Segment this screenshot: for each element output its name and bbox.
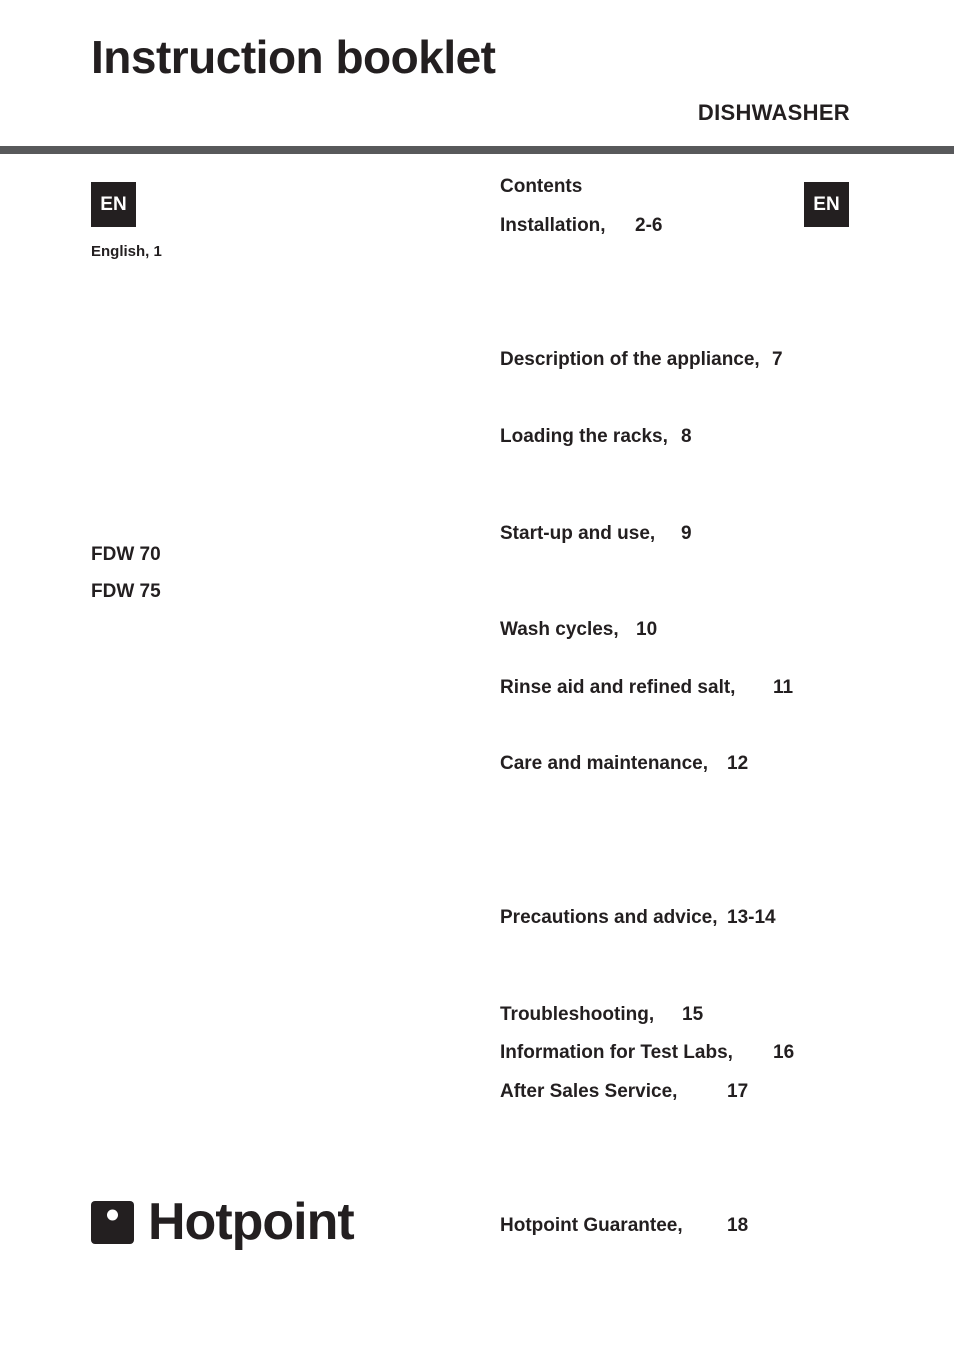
model-number: FDW 70 — [91, 544, 161, 565]
toc-entry — [500, 349, 783, 371]
toc-label: Wash cycles, — [500, 619, 619, 640]
page-title: Instruction booklet — [91, 31, 496, 83]
toc-label: After Sales Service, — [500, 1081, 678, 1102]
toc-label: Information for Test Labs, — [500, 1042, 733, 1063]
toc-page: 7 — [772, 349, 783, 370]
toc-page: 10 — [636, 619, 658, 640]
toc-page: 15 — [682, 1004, 704, 1025]
toc-label: Precautions and advice, — [500, 907, 718, 928]
toc-page: 8 — [681, 426, 692, 447]
toc-page: 17 — [727, 1081, 749, 1102]
toc-page: 2-6 — [635, 215, 663, 236]
model-number: FDW 75 — [91, 581, 161, 602]
toc-entry — [500, 1042, 795, 1064]
toc-page: 11 — [773, 677, 794, 698]
toc-label: Start-up and use, — [500, 523, 656, 544]
toc-label: Installation, — [500, 215, 606, 236]
toc-label: Description of the appliance, — [500, 349, 760, 370]
hotpoint-square-logo-icon — [91, 1201, 134, 1244]
toc-entry — [500, 1081, 749, 1103]
toc-entry — [500, 619, 658, 641]
toc-page: 12 — [727, 753, 749, 774]
language-index: English, 1 — [91, 243, 162, 260]
toc-entry — [500, 907, 776, 929]
toc-page: 16 — [773, 1042, 795, 1063]
header-divider — [0, 146, 954, 154]
toc-entry — [500, 753, 749, 775]
toc-label: Rinse aid and refined salt, — [500, 677, 736, 698]
toc-entry — [500, 1215, 749, 1237]
product-type: DISHWASHER — [697, 100, 850, 125]
contents-heading: Contents — [500, 176, 583, 197]
toc-entry — [500, 426, 692, 448]
toc-entry — [500, 1004, 704, 1026]
toc-label: Troubleshooting, — [500, 1004, 655, 1025]
language-badge-left: EN — [91, 182, 136, 227]
toc-page: 13-14 — [727, 907, 776, 928]
toc-label: Care and maintenance, — [500, 753, 709, 774]
toc-label: Hotpoint Guarantee, — [500, 1215, 683, 1236]
language-badge-right: EN — [804, 182, 849, 227]
toc-page: 9 — [681, 523, 692, 544]
toc-entry — [500, 215, 663, 237]
toc-entry — [500, 677, 794, 699]
toc-page: 18 — [727, 1215, 749, 1236]
toc-entry — [500, 523, 692, 545]
brand-name: Hotpoint — [148, 1193, 354, 1251]
brand-logo — [91, 1193, 354, 1251]
toc-label: Loading the racks, — [500, 426, 668, 447]
